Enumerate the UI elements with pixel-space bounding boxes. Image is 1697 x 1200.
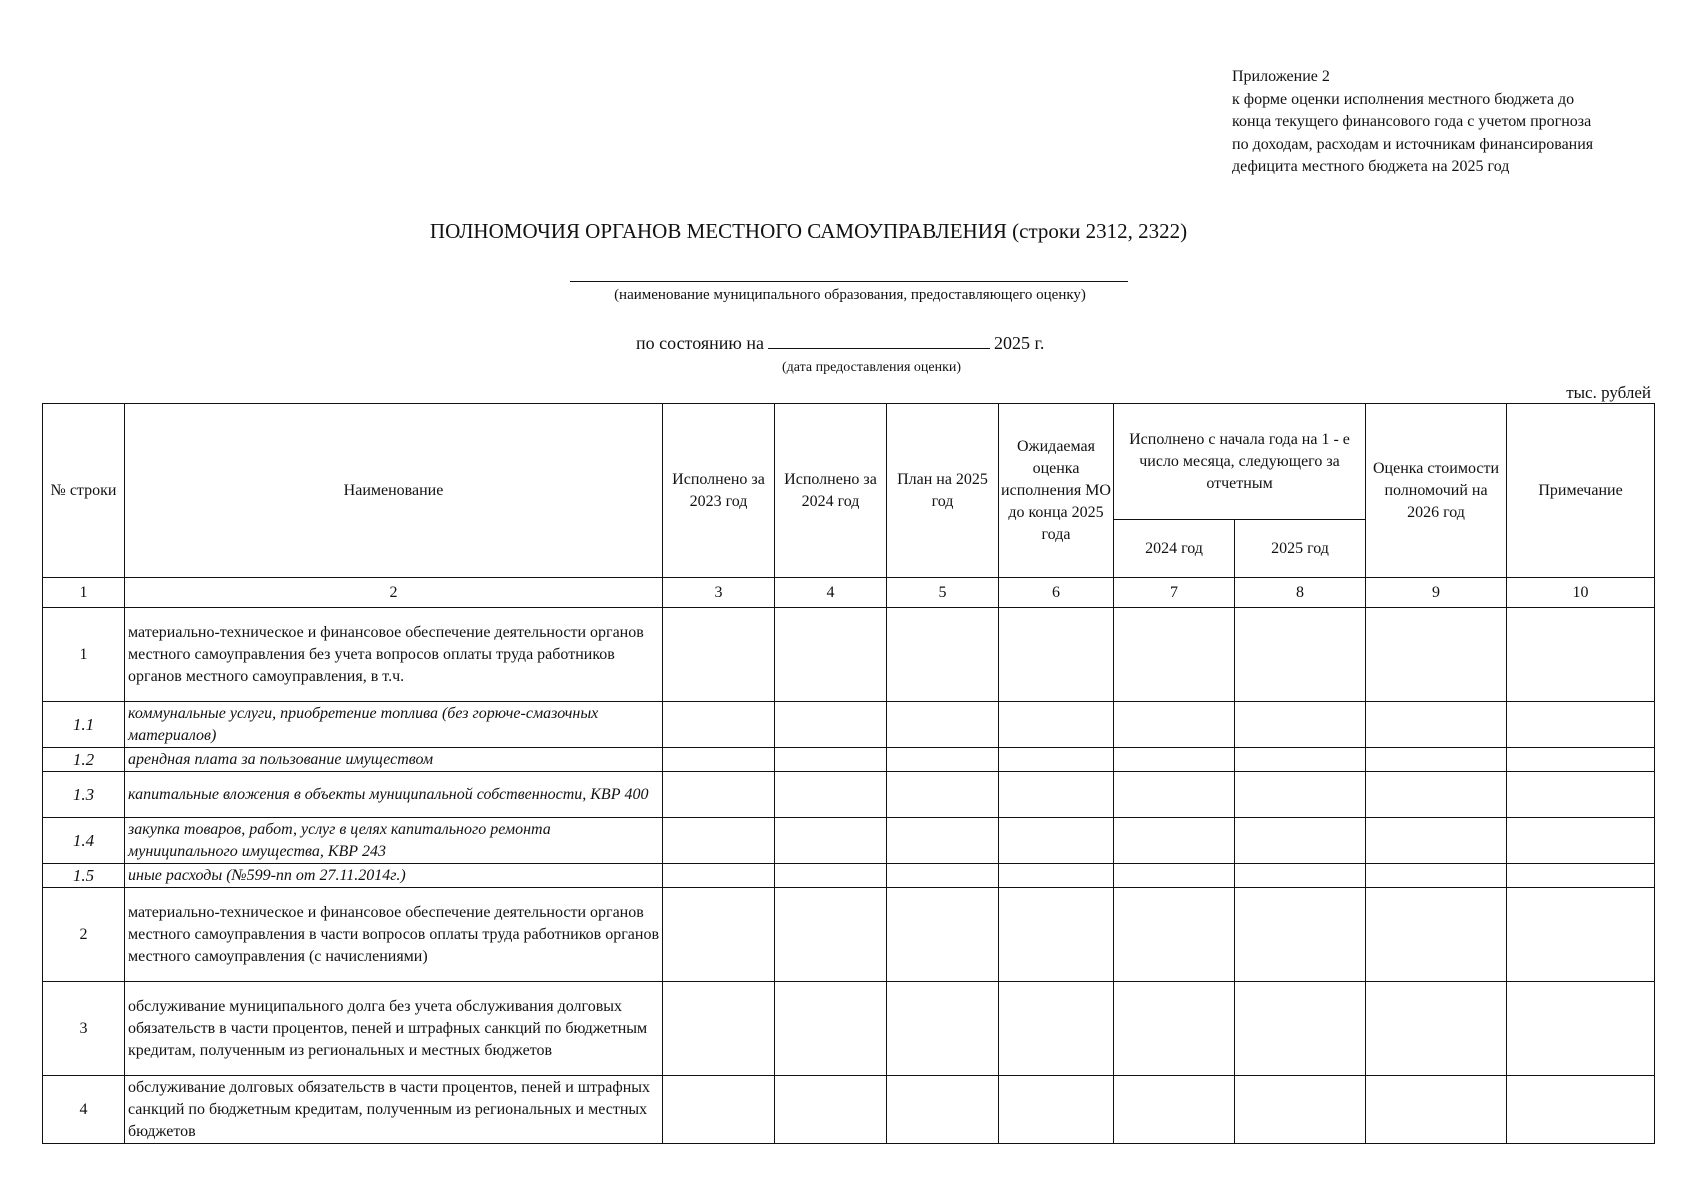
row-number: 3 (43, 982, 125, 1076)
table-row (43, 748, 1655, 772)
cell-since-2024[interactable] (1114, 982, 1235, 1076)
cell-estimate-2026[interactable] (1366, 818, 1507, 864)
row-name: обслуживание муниципального долга без учета обслуживания долговых обязательств в части процентов, пеней и штрафных санкций по бюджетным кредитам, полученным из региональных и местных бюджетов (125, 982, 663, 1076)
column-number: 6 (999, 578, 1114, 608)
header-since-2024: 2024 год (1114, 520, 1235, 578)
header-since-start: Исполнено с начала года на 1 - е число месяца, следующего за отчетным (1114, 404, 1366, 520)
table-row (43, 888, 1655, 982)
cell-exec-2024[interactable] (775, 818, 887, 864)
row-name: материально-техническое и финансовое обеспечение деятельности органов местного самоуправления в части вопросов оплаты труда работников органов местного самоуправления (с начислениями) (125, 888, 663, 982)
cell-note[interactable] (1507, 864, 1655, 888)
cell-plan-2025[interactable] (887, 608, 999, 702)
cell-since-2024[interactable] (1114, 608, 1235, 702)
column-number: 4 (775, 578, 887, 608)
cell-plan-2025[interactable] (887, 748, 999, 772)
table-row (43, 864, 1655, 888)
row-name: иные расходы (№599-пп от 27.11.2014г.) (125, 864, 663, 888)
appendix-line: к форме оценки исполнения местного бюджета до (1232, 90, 1575, 108)
cell-expected[interactable] (999, 818, 1114, 864)
cell-expected[interactable] (999, 864, 1114, 888)
cell-exec-2023[interactable] (663, 982, 775, 1076)
page-title-text: ПОЛНОМОЧИЯ ОРГАНОВ МЕСТНОГО САМОУПРАВЛЕНИЯ (строки 2312, 2322) (429, 219, 1188, 243)
appendix-line: Приложение 2 (1232, 68, 1330, 85)
cell-since-2025[interactable] (1235, 608, 1366, 702)
row-number: 1.4 (43, 818, 125, 864)
cell-since-2024[interactable] (1114, 772, 1235, 818)
column-numbers-row (43, 578, 1655, 608)
column-number: 5 (887, 578, 999, 608)
cell-exec-2023[interactable] (663, 702, 775, 748)
column-number: 7 (1114, 578, 1235, 608)
as-of-prefix: по состоянию на (636, 333, 764, 353)
cell-since-2025[interactable] (1235, 702, 1366, 748)
column-number: 1 (43, 578, 125, 608)
row-number: 1.1 (43, 702, 125, 748)
row-number: 2 (43, 888, 125, 982)
cell-note[interactable] (1507, 982, 1655, 1076)
row-number: 1.3 (43, 772, 125, 818)
cell-expected[interactable] (999, 888, 1114, 982)
row-name: обслуживание долговых обязательств в части процентов, пеней и штрафных санкций по бюджетным кредитам, полученным из региональных и местных бюджетов (125, 1076, 663, 1144)
cell-exec-2024[interactable] (775, 864, 887, 888)
cell-plan-2025[interactable] (887, 772, 999, 818)
column-number: 2 (125, 578, 663, 608)
cell-since-2024[interactable] (1114, 818, 1235, 864)
column-number: 9 (1366, 578, 1507, 608)
header-note: Примечание (1507, 404, 1655, 578)
cell-exec-2024[interactable] (775, 1076, 887, 1144)
cell-expected[interactable] (999, 748, 1114, 772)
cell-exec-2023[interactable] (663, 608, 775, 702)
cell-estimate-2026[interactable] (1366, 1076, 1507, 1144)
cell-plan-2025[interactable] (887, 864, 999, 888)
units-label: тыс. рублей (1566, 383, 1651, 402)
appendix-note (1232, 66, 1672, 179)
row-number: 4 (43, 1076, 125, 1144)
row-number: 1.2 (43, 748, 125, 772)
header-expected: Ожидаемая оценка исполнения МО до конца 2025 года (999, 404, 1114, 578)
column-number: 10 (1507, 578, 1655, 608)
cell-since-2025[interactable] (1235, 772, 1366, 818)
header-row (43, 404, 1655, 520)
as-of-date-caption: (дата предоставления оценки) (782, 360, 962, 375)
cell-exec-2024[interactable] (775, 772, 887, 818)
cell-exec-2023[interactable] (663, 1076, 775, 1144)
row-name: коммунальные услуги, приобретение топлива (без горюче-смазочных материалов) (125, 702, 663, 748)
table-row (43, 702, 1655, 748)
column-number: 8 (1235, 578, 1366, 608)
row-name: закупка товаров, работ, услуг в целях капитального ремонта муниципального имущества, КВР 243 (125, 818, 663, 864)
table-row (43, 608, 1655, 702)
cell-note[interactable] (1507, 772, 1655, 818)
cell-since-2024[interactable] (1114, 748, 1235, 772)
table-row (43, 772, 1655, 818)
cell-note[interactable] (1507, 818, 1655, 864)
cell-plan-2025[interactable] (887, 702, 999, 748)
cell-exec-2023[interactable] (663, 772, 775, 818)
cell-exec-2024[interactable] (775, 982, 887, 1076)
page-title (0, 219, 1697, 244)
row-name: арендная плата за пользование имуществом (125, 748, 663, 772)
cell-estimate-2026[interactable] (1366, 702, 1507, 748)
header-plan-2025: План на 2025 год (887, 404, 999, 578)
appendix-line: дефицита местного бюджета на 2025 год (1232, 158, 1510, 175)
cell-expected[interactable] (999, 982, 1114, 1076)
cell-exec-2023[interactable] (663, 864, 775, 888)
cell-note[interactable] (1507, 888, 1655, 982)
row-name: материально-техническое и финансовое обеспечение деятельности органов местного самоуправления без учета вопросов оплаты труда работников органов местного самоуправления, в т.ч. (125, 608, 663, 702)
appendix-line: по доходам, расходам и источникам финансирования (1232, 135, 1594, 153)
cell-expected[interactable] (999, 772, 1114, 818)
cell-plan-2025[interactable] (887, 982, 999, 1076)
cell-since-2024[interactable] (1114, 888, 1235, 982)
as-of-date-row (636, 332, 1044, 354)
row-number: 1 (43, 608, 125, 702)
cell-since-2024[interactable] (1114, 864, 1235, 888)
as-of-suffix: 2025 г. (993, 333, 1045, 353)
header-exec-2023: Исполнено за 2023 год (663, 404, 775, 578)
row-name: капитальные вложения в объекты муниципальной собственности, КВР 400 (125, 772, 663, 818)
cell-expected[interactable] (999, 608, 1114, 702)
cell-since-2024[interactable] (1114, 1076, 1235, 1144)
cell-since-2025[interactable] (1235, 1076, 1366, 1144)
cell-plan-2025[interactable] (887, 888, 999, 982)
cell-plan-2025[interactable] (887, 818, 999, 864)
cell-since-2025[interactable] (1235, 982, 1366, 1076)
cell-exec-2023[interactable] (663, 818, 775, 864)
header-name: Наименование (125, 404, 663, 578)
cell-note[interactable] (1507, 608, 1655, 702)
cell-note[interactable] (1507, 748, 1655, 772)
municipality-name-line (570, 281, 1128, 282)
cell-plan-2025[interactable] (887, 1076, 999, 1144)
cell-estimate-2026[interactable] (1366, 608, 1507, 702)
header-estimate-2026: Оценка стоимости полномочий на 2026 год (1366, 404, 1507, 578)
cell-estimate-2026[interactable] (1366, 888, 1507, 982)
cell-since-2025[interactable] (1235, 818, 1366, 864)
header-since-2025: 2025 год (1235, 520, 1366, 578)
cell-exec-2024[interactable] (775, 608, 887, 702)
cell-expected[interactable] (999, 1076, 1114, 1144)
cell-since-2025[interactable] (1235, 748, 1366, 772)
cell-since-2025[interactable] (1235, 888, 1366, 982)
cell-exec-2024[interactable] (775, 888, 887, 982)
table-row (43, 982, 1655, 1076)
row-number: 1.5 (43, 864, 125, 888)
authority-table (42, 403, 1655, 1144)
header-row-no: № строки (43, 404, 125, 578)
as-of-date-blank (768, 332, 990, 349)
cell-note[interactable] (1507, 702, 1655, 748)
table-row (43, 818, 1655, 864)
cell-note[interactable] (1507, 1076, 1655, 1144)
column-number: 3 (663, 578, 775, 608)
header-exec-2024: Исполнено за 2024 год (775, 404, 887, 578)
cell-expected[interactable] (999, 702, 1114, 748)
cell-exec-2023[interactable] (663, 888, 775, 982)
cell-estimate-2026[interactable] (1366, 864, 1507, 888)
table-row (43, 1076, 1655, 1144)
cell-estimate-2026[interactable] (1366, 772, 1507, 818)
cell-exec-2024[interactable] (775, 702, 887, 748)
cell-exec-2023[interactable] (663, 748, 775, 772)
appendix-line: конца текущего финансового года с учетом прогноза (1232, 113, 1592, 130)
cell-since-2024[interactable] (1114, 702, 1235, 748)
cell-estimate-2026[interactable] (1366, 982, 1507, 1076)
cell-exec-2024[interactable] (775, 748, 887, 772)
municipality-name-caption: (наименование муниципального образования, предоставляющего оценку) (614, 287, 1086, 303)
cell-estimate-2026[interactable] (1366, 748, 1507, 772)
cell-since-2025[interactable] (1235, 864, 1366, 888)
